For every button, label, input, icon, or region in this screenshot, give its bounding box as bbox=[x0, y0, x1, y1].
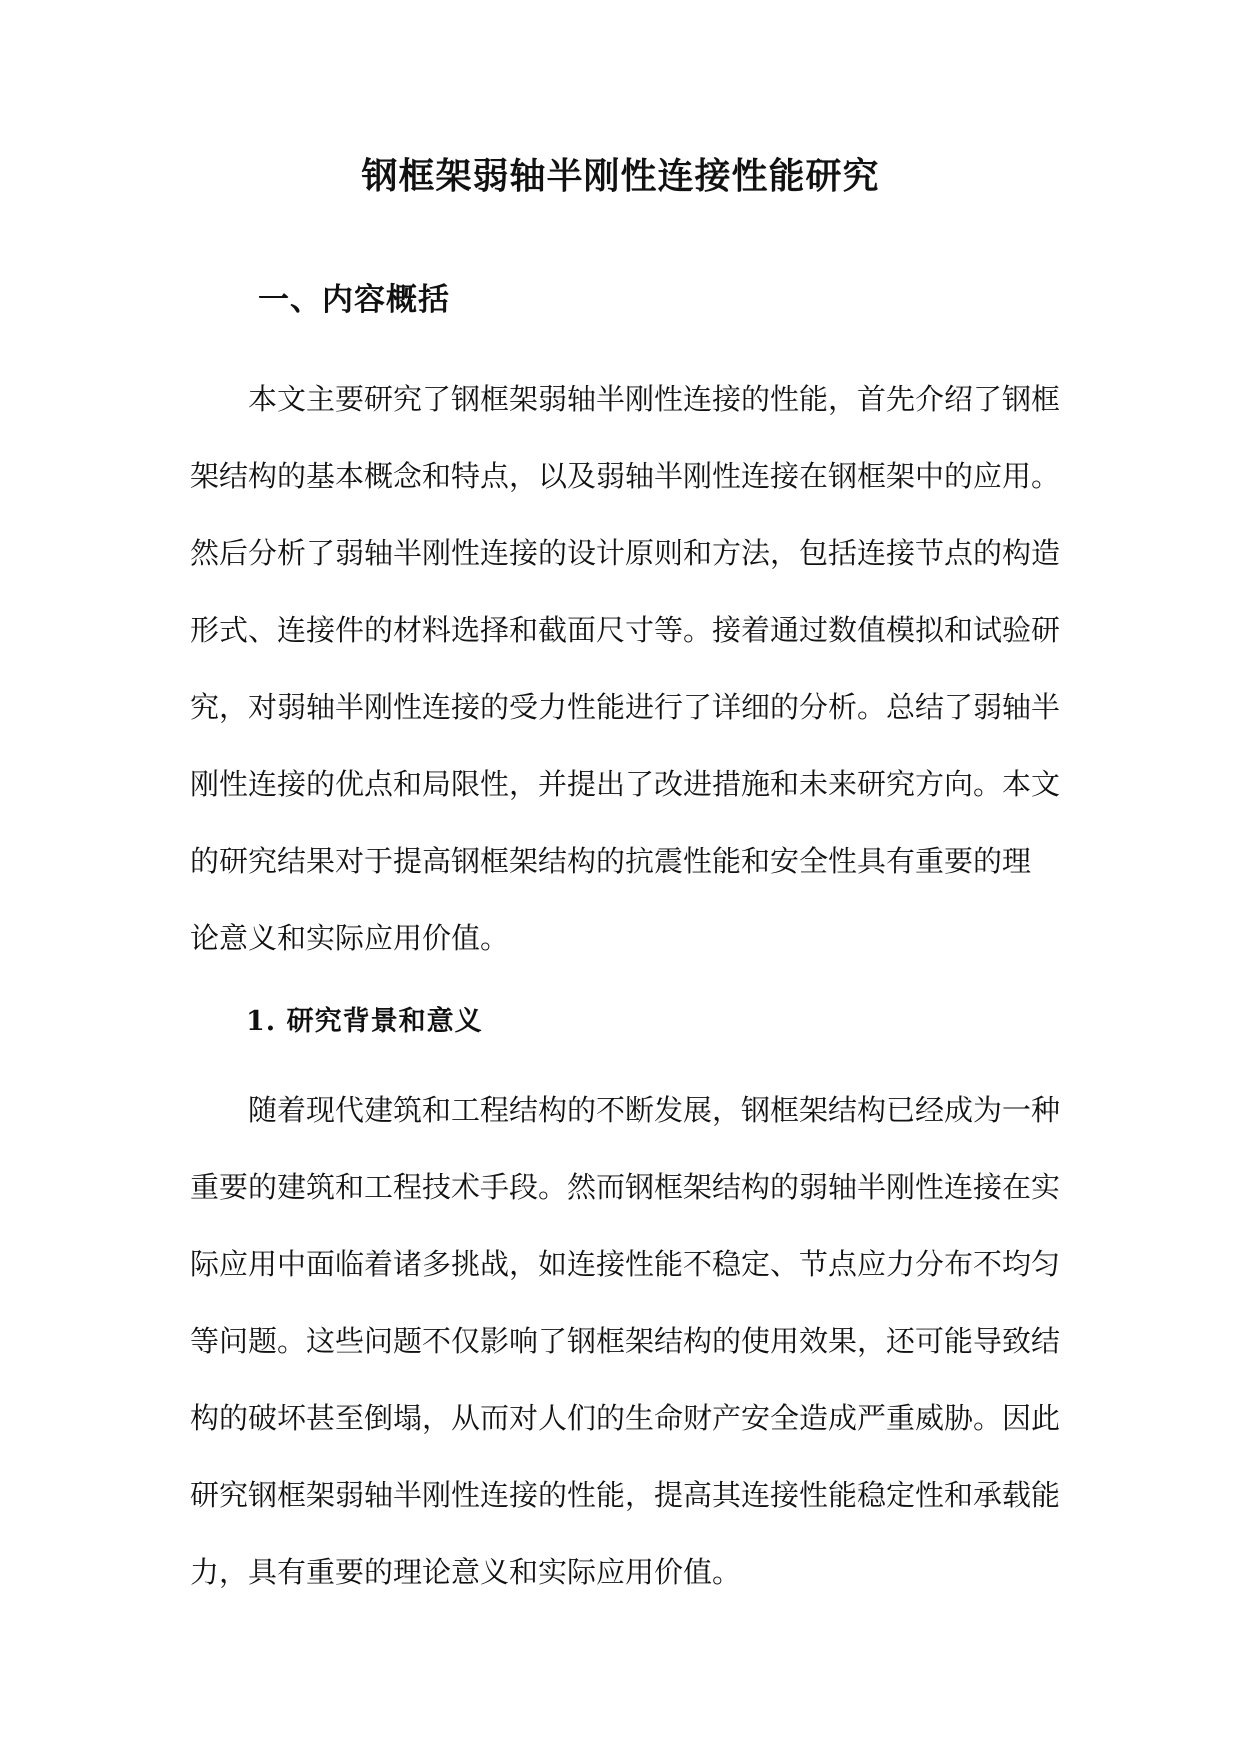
paragraph-line: 力，具有重要的理论意义和实际应用价值。 bbox=[190, 1555, 742, 1589]
paragraph-line: 研究钢框架弱轴半刚性连接的性能，提高其连接性能稳定性和承载能 bbox=[190, 1478, 1061, 1512]
paragraph-line: 究，对弱轴半刚性连接的受力性能进行了详细的分析。总结了弱轴半 bbox=[190, 690, 1061, 724]
paragraph-line: 论意义和实际应用价值。 bbox=[190, 921, 510, 955]
paragraph-line: 本文主要研究了钢框架弱轴半刚性连接的性能，首先介绍了钢框 bbox=[190, 382, 1061, 416]
paragraph-line: 然后分析了弱轴半刚性连接的设计原则和方法，包括连接节点的构造 bbox=[190, 536, 1061, 570]
background-paragraph bbox=[190, 1072, 1070, 1611]
paragraph-line: 形式、连接件的材料选择和截面尺寸等。接着通过数值模拟和试验研 bbox=[190, 613, 1061, 647]
paragraph-line: 架结构的基本概念和特点，以及弱轴半刚性连接在钢框架中的应用。 bbox=[190, 459, 1061, 493]
subsection-heading-background: 1. 研究背景和意义 bbox=[246, 1006, 483, 1037]
paragraph-line: 随着现代建筑和工程结构的不断发展，钢框架结构已经成为一种 bbox=[190, 1093, 1061, 1127]
paragraph-line: 构的破坏甚至倒塌，从而对人们的生命财产安全造成严重威胁。因此 bbox=[190, 1401, 1061, 1435]
paragraph-line: 刚性连接的优点和局限性，并提出了改进措施和未来研究方向。本文 bbox=[190, 767, 1061, 801]
document-title: 钢框架弱轴半刚性连接性能研究 bbox=[361, 155, 880, 197]
paragraph-line: 的研究结果对于提高钢框架结构的抗震性能和安全性具有重要的理 bbox=[190, 844, 1032, 878]
paragraph-line: 际应用中面临着诸多挑战，如连接性能不稳定、节点应力分布不均匀 bbox=[190, 1247, 1061, 1281]
paragraph-line: 等问题。这些问题不仅影响了钢框架结构的使用效果，还可能导致结 bbox=[190, 1324, 1061, 1358]
summary-paragraph bbox=[190, 361, 1070, 977]
section-heading-content-summary: 一、内容概括 bbox=[258, 282, 450, 318]
paragraph-line: 重要的建筑和工程技术手段。然而钢框架结构的弱轴半刚性连接在实 bbox=[190, 1170, 1061, 1204]
